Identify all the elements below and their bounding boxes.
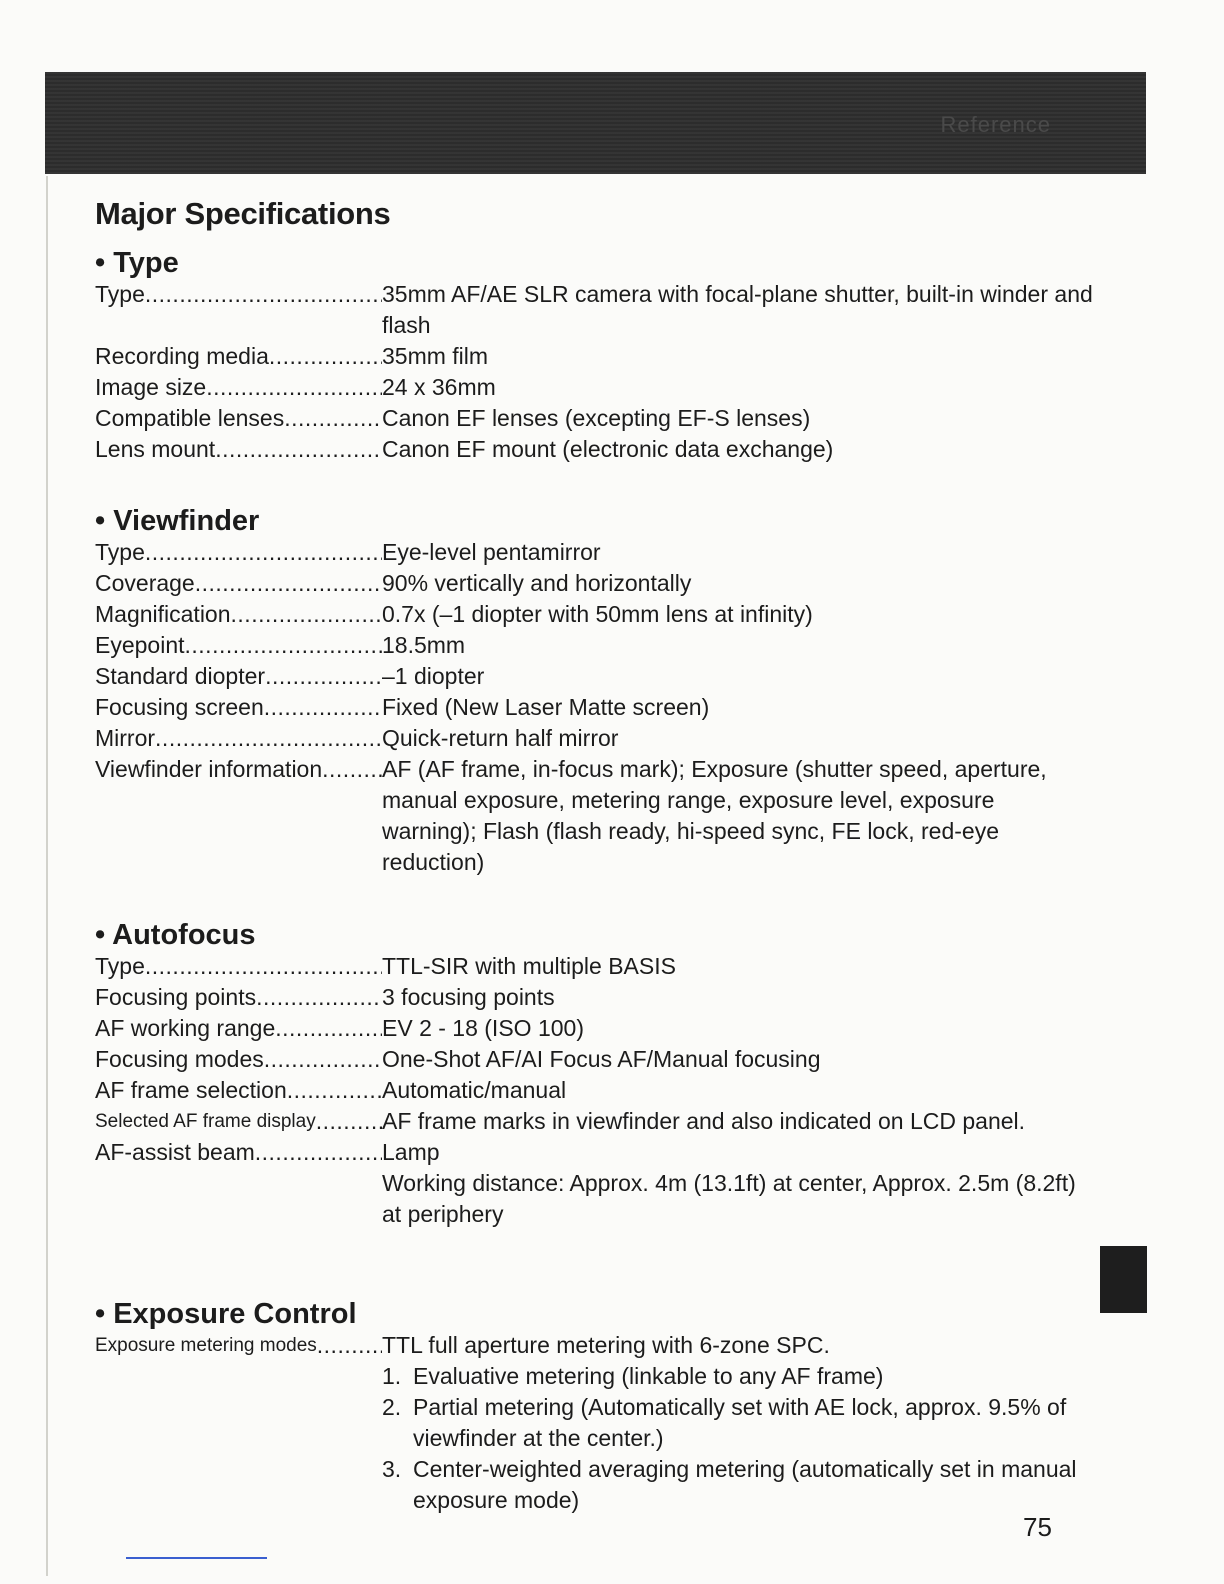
spec-label: Eyepoint [95,632,185,658]
spec-label: Type [95,539,145,565]
section-heading: • Type [95,247,179,279]
section-exposure-control [95,1296,1095,1516]
spec-label: Viewfinder information [95,756,323,782]
list-text: Evaluative metering (linkable to any AF frame) [413,1363,884,1389]
metering-mode-item [382,1392,1095,1454]
header-section-label: Reference [940,112,1051,137]
spec-value: Working distance: Approx. 4m (13.1ft) at center, Approx. 2.5m (8.2ft) at periphery [382,1170,1076,1227]
metering-mode-item [382,1361,1095,1392]
spec-row [95,1106,1095,1137]
chapter-tab-marker [1100,1246,1147,1313]
spec-value: Canon EF mount (electronic data exchange) [382,436,834,462]
spec-label: AF-assist beam [95,1139,255,1165]
list-number: 1. [382,1363,402,1389]
spec-row [95,279,1095,341]
spec-label: Type [95,281,145,307]
spec-value: Quick-return half mirror [382,725,619,751]
spec-value: 18.5mm [382,632,466,658]
metering-mode-item [382,1454,1095,1516]
spec-label: Mirror [95,725,156,751]
spec-row [95,434,1095,465]
spec-label: Lens mount [95,436,216,462]
spec-value: 0.7x (–1 diopter with 50mm lens at infinity) [382,601,813,627]
spec-row [95,1044,1095,1075]
spec-label: Type [95,953,145,979]
spec-label: Selected AF frame display [95,1111,316,1132]
spec-row-continuation [95,1361,1095,1516]
spec-label: AF frame selection [95,1077,287,1103]
list-number: 3. [382,1456,402,1482]
spec-row [95,754,1095,878]
spec-row [95,951,1095,982]
section-autofocus [95,917,1095,1230]
spec-label: Recording media [95,343,269,369]
spec-value: AF (AF frame, in-focus mark); Exposure (shutter speed, aperture, manual exposure, metering range, exposure level, exposure warning); Flash (flash ready, hi-speed sync, FE lock, red-eye reduction) [382,756,1047,875]
section-type [95,245,1095,465]
section-heading: • Autofocus [95,919,256,951]
list-number: 2. [382,1394,402,1420]
spec-value: 24 x 36mm [382,374,496,400]
spec-value: –1 diopter [382,663,485,689]
footer-rule [126,1557,267,1559]
spec-label: Image size [95,374,207,400]
section-viewfinder [95,503,1095,878]
spec-value: 35mm film [382,343,489,369]
spec-label: Focusing modes [95,1046,264,1072]
spec-label: Coverage [95,570,195,596]
list-text: Partial metering (Automatically set with AE lock, approx. 9.5% of viewfinder at the center.) [413,1394,1067,1451]
page-number: 75 [1023,1512,1052,1542]
spec-row [95,1137,1095,1168]
spec-row [95,403,1095,434]
spec-row [95,1330,1095,1361]
spec-value: Eye-level pentamirror [382,539,601,565]
spec-row [95,341,1095,372]
spec-row [95,661,1095,692]
spec-label: AF working range [95,1015,276,1041]
spec-value: 3 focusing points [382,984,555,1010]
spec-value: Canon EF lenses (excepting EF-S lenses) [382,405,811,431]
list-text: Center-weighted averaging metering (automatically set in manual exposure mode) [413,1456,1077,1513]
spec-label: Standard diopter [95,663,266,689]
spec-row [95,599,1095,630]
spec-row [95,1075,1095,1106]
spec-value: Lamp [382,1139,440,1165]
header-band [45,72,1146,174]
spec-label: Compatible lenses [95,405,285,431]
spec-value: Fixed (New Laser Matte screen) [382,694,710,720]
spec-row [95,537,1095,568]
spec-row [95,568,1095,599]
spec-row-continuation [95,1168,1095,1230]
spec-value: TTL full aperture metering with 6-zone SPC. [382,1332,830,1358]
spec-value: 35mm AF/AE SLR camera with focal-plane shutter, built-in winder and flash [382,281,1093,338]
spec-label: Magnification [95,601,231,627]
page-edge-line [46,176,48,1576]
spec-row [95,1013,1095,1044]
spec-value: One-Shot AF/AI Focus AF/Manual focusing [382,1046,821,1072]
spec-value: Automatic/manual [382,1077,567,1103]
section-heading: • Viewfinder [95,505,260,537]
spec-value: 90% vertically and horizontally [382,570,692,596]
spec-row [95,982,1095,1013]
spec-value: AF frame marks in viewfinder and also indicated on LCD panel. [382,1108,1026,1134]
spec-label: Focusing points [95,984,257,1010]
spec-label: Exposure metering modes [95,1335,317,1356]
spec-label: Focusing screen [95,694,264,720]
spec-value: TTL-SIR with multiple BASIS [382,953,676,979]
spec-row [95,372,1095,403]
spec-row [95,692,1095,723]
spec-value: EV 2 - 18 (ISO 100) [382,1015,584,1041]
spec-row [95,723,1095,754]
section-heading: • Exposure Control [95,1298,357,1330]
spec-row [95,630,1095,661]
page-title: Major Specifications [95,196,391,231]
